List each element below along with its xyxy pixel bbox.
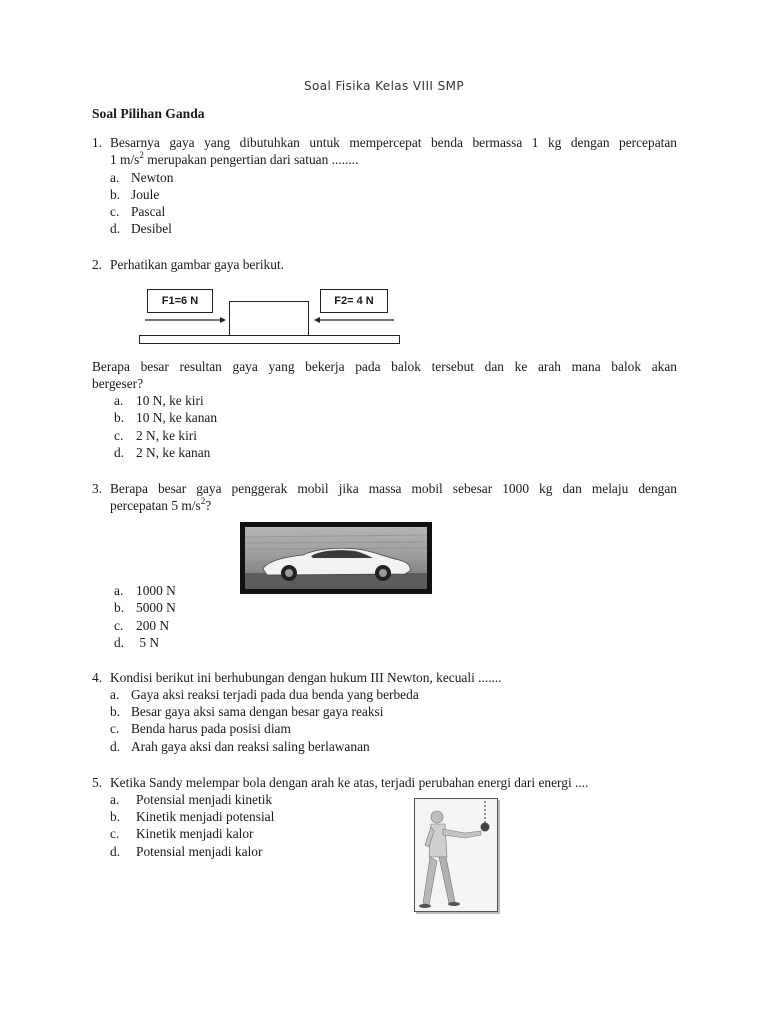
text-part: 1 m/s — [110, 152, 140, 167]
person-throwing-ball-image — [414, 798, 498, 912]
question-text: Besarnya gaya yang dibutuhkan untuk mempercepat benda bermassa 1 kg dengan percepatan — [110, 135, 677, 150]
option-letter: b. — [114, 600, 125, 615]
option-text: Newton — [131, 170, 174, 185]
option-letter: a. — [114, 393, 124, 408]
sports-car-icon — [245, 527, 427, 589]
option-letter: b. — [110, 704, 121, 719]
option-text: Desibel — [131, 221, 172, 236]
question-text-continued: Berapa besar resultan gaya yang bekerja pada balok tersebut dan ke arah mana balok akan — [92, 359, 677, 374]
option-letter: d. — [110, 221, 121, 236]
car-photo — [245, 527, 427, 589]
option-text: 5000 N — [136, 600, 176, 615]
option-letter: c. — [110, 826, 120, 841]
option-letter: d. — [114, 635, 125, 650]
page-title: Soal Fisika Kelas VIII SMP — [304, 79, 464, 93]
force-label-f1: F1=6 N — [147, 289, 213, 313]
option-letter: d. — [114, 445, 125, 460]
option-letter: c. — [114, 618, 124, 633]
option-letter: b. — [110, 809, 121, 824]
question-text-line2 — [110, 495, 212, 514]
option-text: 2 N, ke kiri — [136, 428, 197, 443]
option-text: Gaya aksi reaksi terjadi pada dua benda yang berbeda — [131, 687, 419, 702]
option-letter: a. — [114, 583, 124, 598]
force-label-f2: F2= 4 N — [320, 289, 388, 313]
option-text: Benda harus pada posisi diam — [131, 721, 291, 736]
arrow-left-icon — [314, 317, 394, 323]
superscript: 2 — [139, 149, 144, 160]
option-text: 2 N, ke kanan — [136, 445, 211, 460]
option-letter: c. — [110, 204, 120, 219]
arrow-right-icon — [145, 317, 226, 323]
text-part: merupakan pengertian dari satuan ........ — [143, 152, 359, 167]
question-number: 3. — [92, 481, 103, 496]
option-text: Kinetik menjadi potensial — [136, 809, 275, 824]
option-letter: c. — [110, 721, 120, 736]
option-letter: a. — [110, 687, 120, 702]
question-number: 2. — [92, 257, 103, 272]
option-text: 5 N — [136, 635, 160, 650]
option-letter: d. — [110, 739, 121, 754]
car-image — [240, 522, 432, 594]
option-letter: b. — [110, 187, 121, 202]
option-text: 1000 N — [136, 583, 176, 598]
text-part: percepatan 5 m/s — [110, 498, 201, 513]
question-text: Ketika Sandy melempar bola dengan arah ke atas, terjadi perubahan energi dari energi .... — [110, 775, 589, 790]
option-text: Potensial menjadi kinetik — [136, 792, 273, 807]
option-letter: c. — [114, 428, 124, 443]
question-text: Kondisi berikut ini berhubungan dengan hukum III Newton, kecuali ....... — [110, 670, 502, 685]
option-letter: d. — [110, 844, 121, 859]
option-text: 10 N, ke kiri — [136, 393, 204, 408]
option-letter: a. — [110, 792, 120, 807]
question-text: Perhatikan gambar gaya berikut. — [110, 257, 285, 272]
force-arrows — [140, 312, 400, 328]
option-text: Joule — [131, 187, 160, 202]
text-part: ? — [205, 498, 212, 513]
question-text-line2 — [110, 149, 359, 168]
option-text: Potensial menjadi kalor — [136, 844, 263, 859]
option-letter: b. — [114, 410, 125, 425]
option-text: Arah gaya aksi dan reaksi saling berlawanan — [131, 739, 370, 754]
floor-surface — [139, 335, 400, 344]
option-text: Kinetik menjadi kalor — [136, 826, 254, 841]
option-text: 200 N — [136, 618, 170, 633]
question-number: 4. — [92, 670, 103, 685]
person-throwing-ball-icon — [415, 799, 497, 911]
superscript: 2 — [200, 495, 206, 506]
section-heading: Soal Pilihan Ganda — [92, 106, 205, 121]
option-text: Pascal — [131, 204, 166, 219]
question-text: Berapa besar gaya penggerak mobil jika massa mobil sebesar 1000 kg dan melaju dengan — [110, 481, 677, 496]
question-text-continued-line2: bergeser? — [92, 376, 144, 391]
option-letter: a. — [110, 170, 120, 185]
option-text: 10 N, ke kanan — [136, 410, 218, 425]
question-number: 1. — [92, 135, 103, 150]
option-text: Besar gaya aksi sama dengan besar gaya reaksi — [131, 704, 384, 719]
question-number: 5. — [92, 775, 103, 790]
